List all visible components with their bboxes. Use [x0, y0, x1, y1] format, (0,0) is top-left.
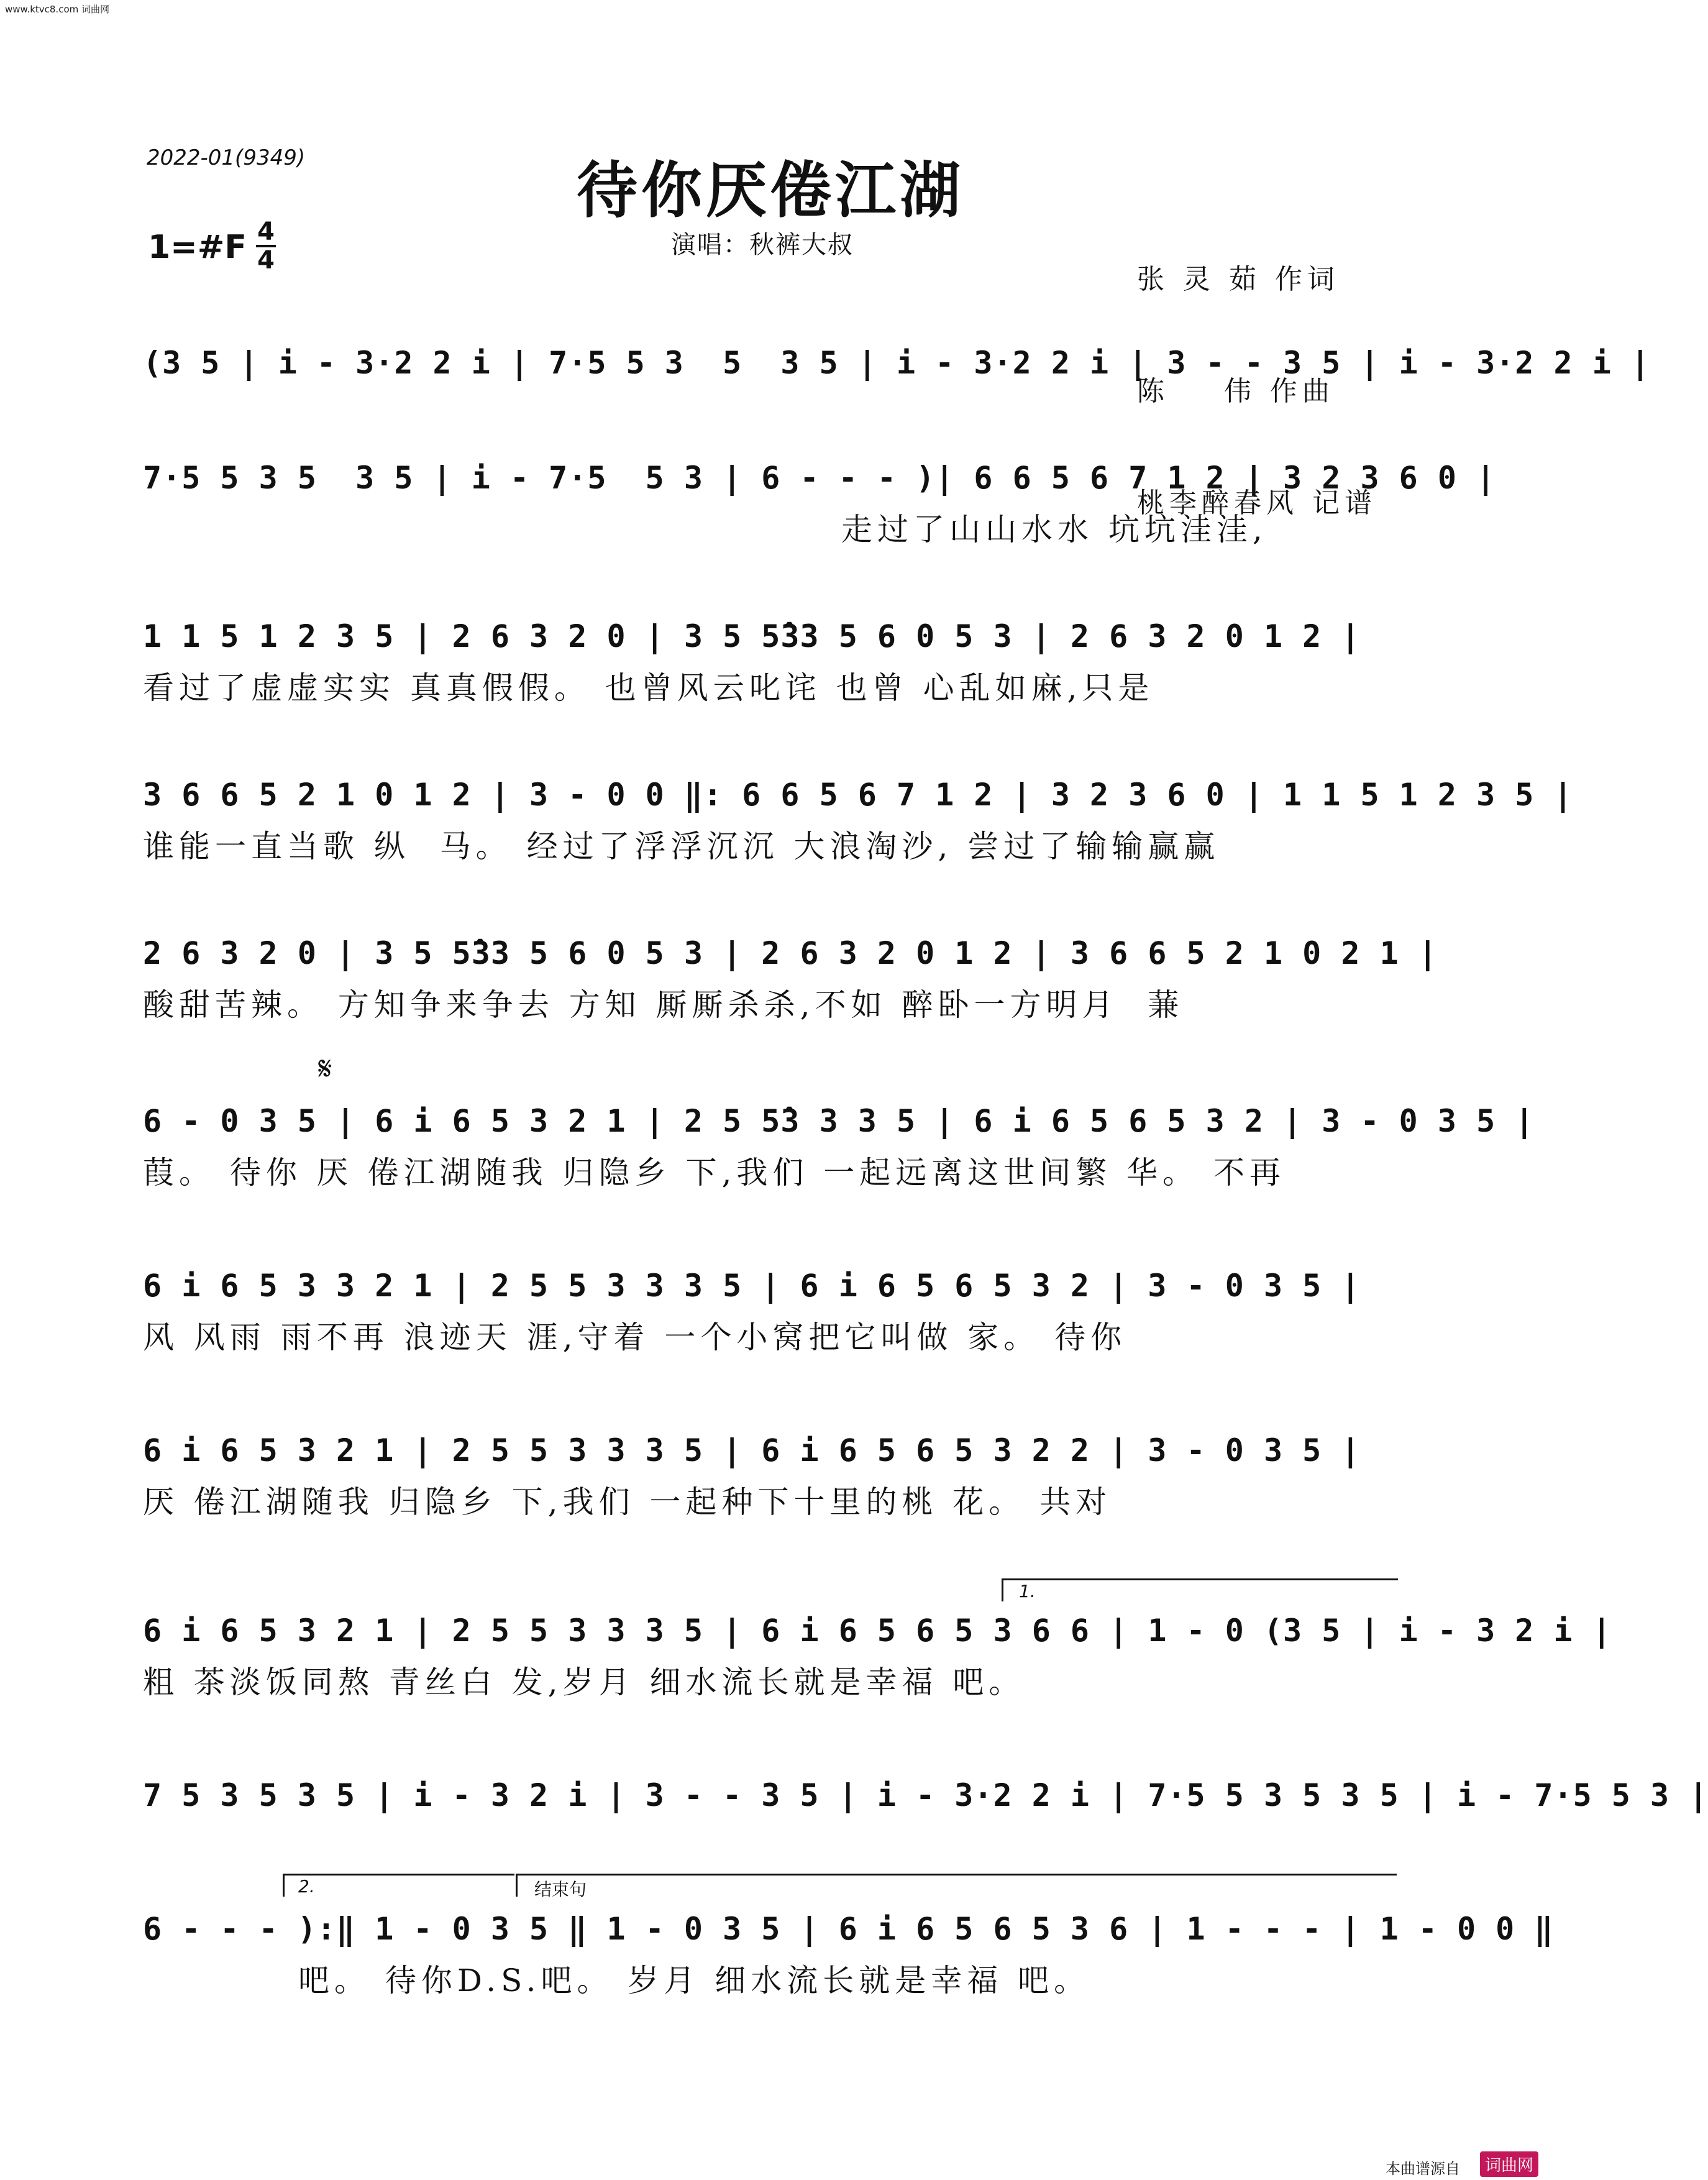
staff-row-4 — [143, 777, 1573, 864]
lyrics-line: 看过了虚虚实实 真真假假。 也曾风云叱诧 也曾 心乱如麻,只是 — [143, 670, 1154, 706]
singer-line: 演唱：秋裤大叔 — [671, 231, 854, 259]
lyrics-line: 风 风雨 雨不再 浪迹天 涯,守着 一个小窝把它叫做 家。 待你 — [143, 1319, 1127, 1355]
second-ending-bracket — [283, 1874, 514, 1897]
footer-logo[interactable]: 词曲网 — [1480, 2151, 1538, 2177]
lyrics-line: 走过了山山水水 坑坑洼洼, — [841, 511, 1267, 547]
notation-line: 1 1 5 1 2 3 5 | 2 6 3 2 0 | 3 5 5̂33 5 6 0 5 3 | 2 6 3 2 0 1 2 | — [143, 618, 1361, 654]
first-ending-label: 1. — [1019, 1581, 1036, 1601]
lyrics-line: 谁能一直当歌 纵 马。 经过了浮浮沉沉 大浪淘沙, 尝过了输输赢赢 — [143, 828, 1220, 864]
staff-row-8 — [143, 1432, 1404, 1520]
staff-row-10 — [143, 1777, 1708, 1813]
key-signature: 1=#F — [148, 229, 247, 266]
notation-line: 6 i 6 5 3 3 2 1 | 2 5 5 3 3 3 5 | 6 i 6 5 6 5 3 2 | 3 - 0 3 5 | — [143, 1268, 1361, 1304]
staff-row-7 — [143, 1268, 1404, 1355]
notation-line: (3 5 | i - 3·2 2 i | 7·5 5 3 5 3 5 | i - 3·2 2 i | 3 - - 3 5 | i - 3·2 2 i | — [143, 345, 1650, 381]
composer-credit: 陈 伟 作曲 — [1137, 375, 1335, 407]
time-signature-bottom: 4 — [257, 246, 275, 275]
staff-row-5 — [143, 935, 1438, 1023]
lyrics-line: 粗 茶淡饭同熬 青丝白 发,岁月 细水流长就是幸福 吧。 — [143, 1664, 1025, 1700]
coda-label: 结束句 — [534, 1879, 587, 1900]
time-signature-top: 4 — [257, 218, 275, 246]
lyrics-line: 葭。 待你 厌 倦江湖随我 归隐乡 下,我们 一起远离这世间繁 华。 不再 — [143, 1155, 1286, 1191]
catalog-number: 2022-01(9349) — [147, 145, 306, 170]
staff-row-6 — [143, 1103, 1535, 1191]
first-ending-bracket — [1002, 1578, 1398, 1601]
notation-line: 7 5 3 5 3 5 | i - 3 2 i | 3 - - 3 5 | i - 3·2 2 i | 7·5 5 3 5 3 5 | i - 7·5 5 3 | — [143, 1777, 1708, 1813]
lyrics-line: 酸甜苦辣。 方知争来争去 方知 厮厮杀杀,不如 醉卧一方明月 蒹 — [143, 987, 1184, 1023]
notation-line: 6 - - - ):‖ 1 - 0 3 5 ‖ 1 - 0 3 5 | 6 i 6 5 6 5 3 6 | 1 - - - | 1 - 0 0 ‖ — [143, 1911, 1554, 1947]
second-ending-label: 2. — [298, 1876, 315, 1897]
segno-sign: 𝄋 — [318, 1050, 332, 1088]
transcriber-credit: 桃李醉春风 记谱 — [1137, 487, 1377, 519]
lyrics-line: 厌 倦江湖随我 归隐乡 下,我们 一起种下十里的桃 花。 共对 — [143, 1484, 1112, 1520]
coda-bracket — [516, 1874, 1397, 1897]
staff-row-11 — [143, 1911, 1554, 1999]
song-title: 待你厌倦江湖 — [576, 155, 964, 226]
notation-line: 6 i 6 5 3 2 1 | 2 5 5 3 3 3 5 | 6 i 6 5 6 5 3 2 2 | 3 - 0 3 5 | — [143, 1432, 1361, 1468]
lyrics-line: 吧。 待你D.S.吧。 岁月 细水流长就是幸福 吧。 — [298, 1962, 1090, 1999]
footer-source: 本曲谱源自 — [1386, 2160, 1460, 2178]
notation-line: 3 6 6 5 2 1 0 1 2 | 3 - 0 0 ‖: 6 6 5 6 7 1 2 | 3 2 3 6 0 | 1 1 5 1 2 3 5 | — [143, 777, 1573, 813]
staff-row-3 — [143, 618, 1404, 706]
time-signature — [253, 219, 278, 273]
site-header[interactable]: www.ktvc8.com 词曲网 — [5, 4, 110, 15]
notation-line: 7·5 5 3 5 3 5 | i - 7·5 5 3 | 6 - - - )| 6 6 5 6 7 1 2 | 3 2 3 6 0 | — [143, 460, 1496, 496]
staff-row-1 — [143, 345, 1650, 381]
staff-row-9 — [143, 1613, 1612, 1700]
notation-line: 6 - 0 3 5 | 6 i 6 5 3 2 1 | 2 5 5̂3 3 3 5 | 6 i 6 5 6 5 3 2 | 3 - 0 3 5 | — [143, 1103, 1535, 1139]
notation-line: 2 6 3 2 0 | 3 5 5̂33 5 6 0 5 3 | 2 6 3 2 0 1 2 | 3 6 6 5 2 1 0 2 1 | — [143, 935, 1438, 971]
lyricist-credit: 张 灵 茹 作词 — [1137, 263, 1340, 295]
notation-line: 6 i 6 5 3 2 1 | 2 5 5 3 3 3 5 | 6 i 6 5 6 5 3 6 6 | 1 - 0 (3 5 | i - 3 2 i | — [143, 1613, 1612, 1649]
